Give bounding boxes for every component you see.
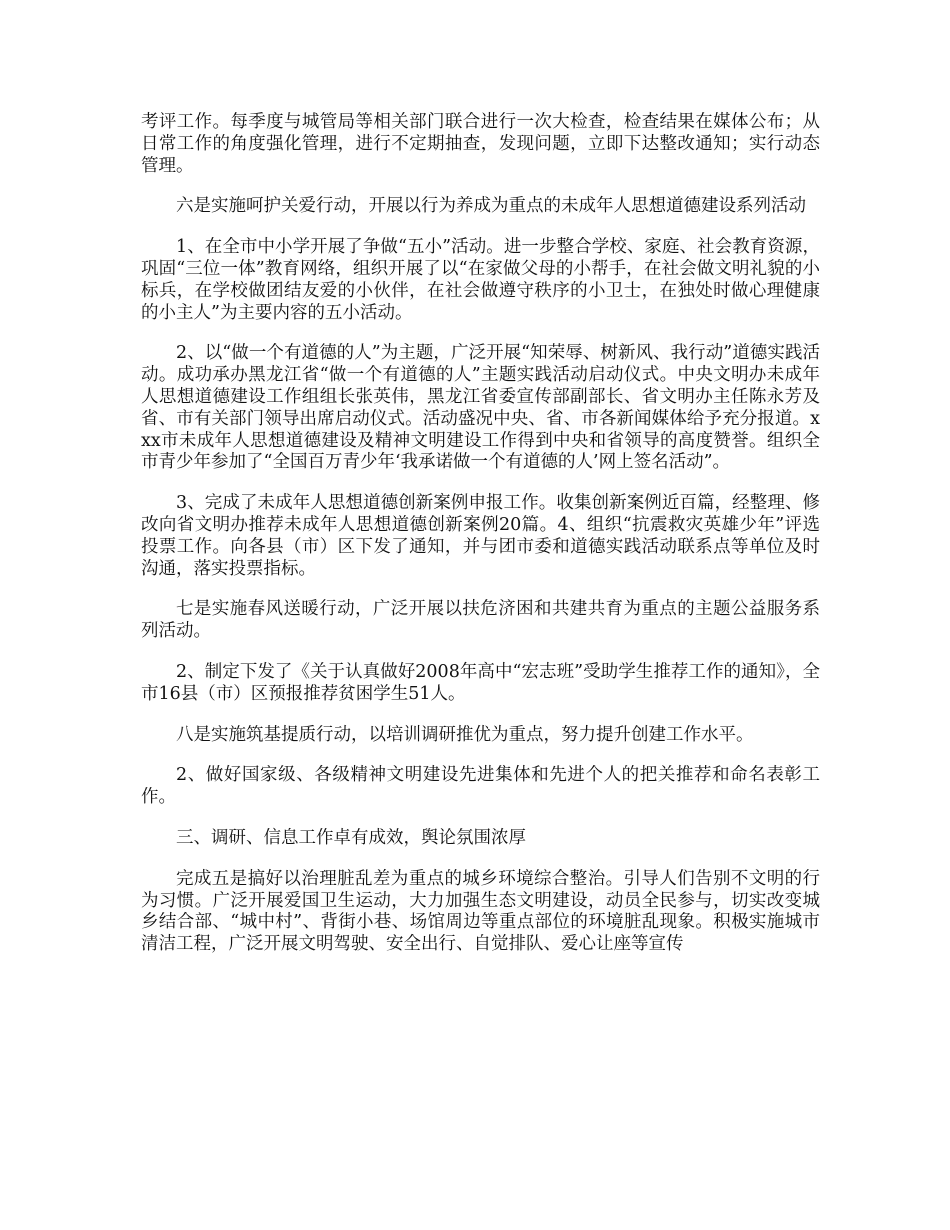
paragraph-item: 2、制定下发了《关于认真做好2008年高中“宏志班”受助学生推荐工作的通知》，全市16县（市）区预报推荐贫困学生51人。: [141, 661, 820, 704]
paragraph-item: 1、在全市中小学开展了争做“五小”活动。进一步整合学校、家庭、社会教育资源，巩固“三位一体”教育网络，组织开展了以“在家做父母的小帮手，在社会做文明礼貌的小标兵，在学校做团结友爱的小伙伴，在社会做遵守秩序的小卫士，在独处时做心理健康的小主人”为主要内容的五小活动。: [141, 237, 820, 323]
section-heading-three: 三、调研、信息工作卓有成效，舆论氛围浓厚: [176, 827, 526, 848]
section-heading-seven: 七是实施春风送暖行动，广泛开展以扶危济困和共建共育为重点的主题公益服务系列活动。: [141, 599, 820, 642]
paragraph-item: 完成五是搞好以治理脏乱差为重点的城乡环境综合整治。引导人们告别不文明的行为习惯。广泛开展爱国卫生运动，大力加强生态文明建设，动员全民参与，切实改变城乡结合部、“城中村”、背街小巷、场馆周边等重点部位的环境脏乱现象。积极实施城市清洁工程，广泛开展文明驾驶、安全出行、自觉排队、爱心让座等宣传: [141, 868, 820, 955]
paragraph-item: 3、完成了未成年人思想道德创新案例申报工作。收集创新案例近百篇，经整理、修改向省文明办推荐未成年人思想道德创新案例20篇。4、组织“抗震救灾英雄少年”评选投票工作。向各县（市）区下发了通知，并与团市委和道德实践活动联系点等单位及时沟通，落实投票指标。: [141, 493, 820, 579]
paragraph-continuation: 考评工作。每季度与城管局等相关部门联合进行一次大检查，检查结果在媒体公布；从日常工作的角度强化管理，进行不定期抽查，发现问题，立即下达整改通知；实行动态管理。: [141, 112, 820, 176]
paragraph-item: 2、以“做一个有道德的人”为主题，广泛开展“知荣辱、树新风、我行动”道德实践活动。成功承办黑龙江省“做一个有道德的人”主题实践活动启动仪式。中央文明办未成年人思想道德建设工作组组长张英伟，黑龙江省委宣传部副部长、省文明办主任陈永芳及省、市有关部门领导出席启动仪式。活动盛况中央、省、市各新闻媒体给予充分报道。xxx市未成年人思想道德建设及精神文明建设工作得到中央和省领导的高度赞誉。组织全市青少年参加了“全国百万青少年‘我承诺做一个有道德的人’网上签名活动”。: [141, 343, 820, 473]
paragraph-item: 2、做好国家级、各级精神文明建设先进集体和先进个人的把关推荐和命名表彰工作。: [141, 765, 820, 808]
section-heading-eight: 八是实施筑基提质行动，以培训调研推优为重点，努力提升创建工作水平。: [176, 724, 754, 745]
section-heading-six: 六是实施呵护关爱行动，开展以行为养成为重点的未成年人思想道德建设系列活动: [176, 196, 806, 217]
